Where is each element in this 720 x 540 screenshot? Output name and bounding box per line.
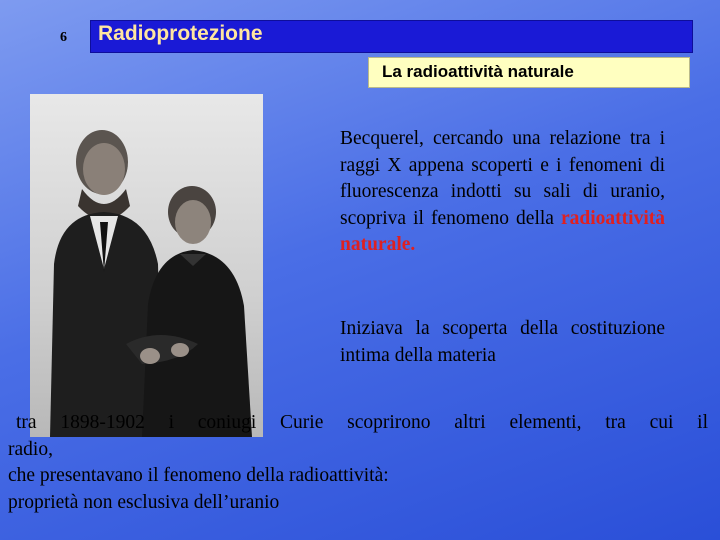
highlight-radioattivita: radioattività naturale. <box>340 207 665 255</box>
bottom-text-block <box>8 410 708 516</box>
curie-photo <box>30 94 263 437</box>
bottom-line-3: che presentavano il fenomeno della radioattività: <box>8 465 389 486</box>
slide-number: 6 <box>60 30 67 45</box>
bottom-line-2: radio, <box>8 438 53 460</box>
bottom-line-4: proprietà non esclusiva dell’uranio <box>8 491 280 513</box>
subtitle-text: La radioattività naturale <box>382 62 574 81</box>
paragraph-scoperta: Iniziava la scoperta della costituzione intima della materia <box>340 318 665 366</box>
header-title: Radioprotezione <box>98 22 263 45</box>
paragraph-becquerel-text: Becquerel, cercando una relazione tra i raggi X appena scoperti e i fenomeni di fluorescenza indotti su sali di uranio, scopriva il fenomeno della <box>340 128 665 229</box>
curie-photo-image <box>30 94 263 437</box>
paragraph-becquerel <box>340 126 665 259</box>
bottom-line-1: tra 1898-1902 i coniugi Curie scoprirono altri elementi, tra cui il <box>16 412 708 433</box>
